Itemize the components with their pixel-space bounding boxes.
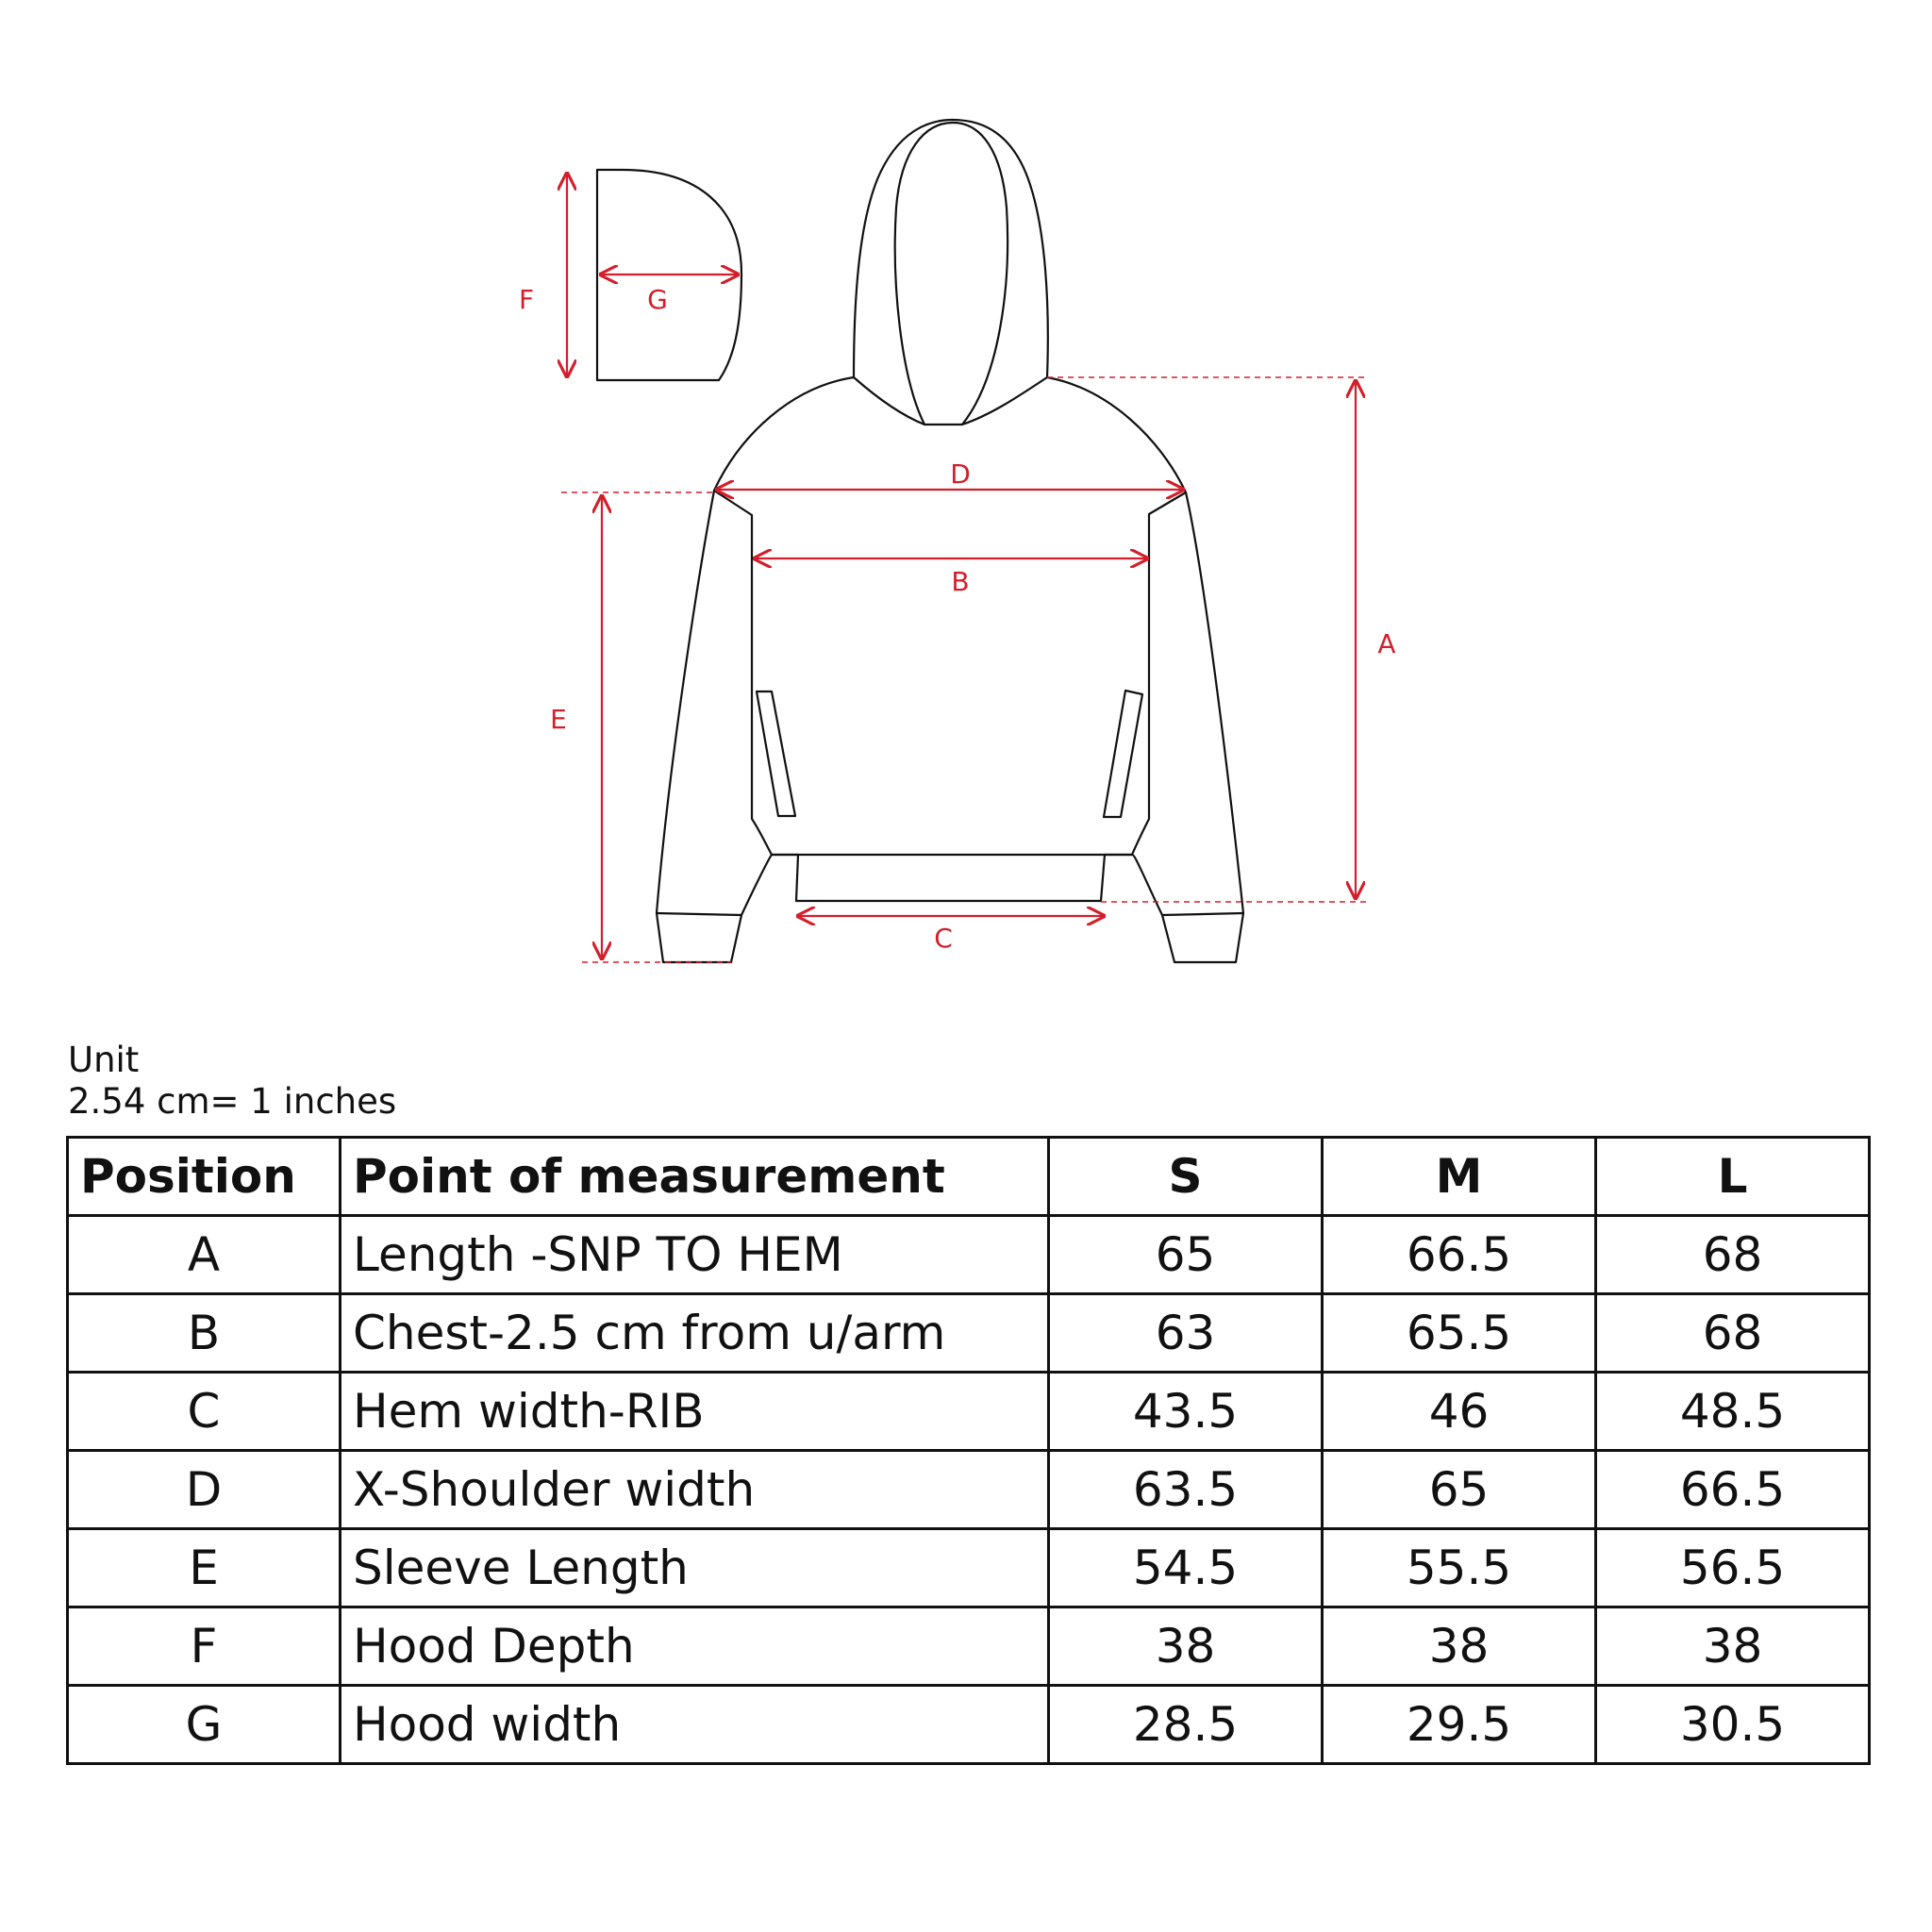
table-row (68, 1216, 1870, 1294)
header-size-s: S (1049, 1138, 1323, 1216)
cell-s: 28.5 (1049, 1686, 1323, 1764)
cell-point: X-Shoulder width (341, 1451, 1049, 1529)
cell-l: 56.5 (1596, 1529, 1870, 1607)
label-f: F (518, 284, 535, 315)
cell-m: 46 (1323, 1373, 1596, 1451)
cell-m: 65 (1323, 1451, 1596, 1529)
label-a: A (1377, 628, 1396, 659)
label-c: C (934, 923, 953, 954)
table-row (68, 1686, 1870, 1764)
cell-m: 65.5 (1323, 1294, 1596, 1373)
cell-position: B (68, 1294, 341, 1373)
left-pocket-outline (757, 691, 795, 816)
unit-conversion: 2.54 cm= 1 inches (68, 1081, 397, 1122)
hoodie-body-outline (714, 377, 1186, 901)
label-b: B (951, 566, 970, 597)
cell-s: 63 (1049, 1294, 1323, 1373)
cell-position: A (68, 1216, 341, 1294)
label-d: D (950, 458, 971, 490)
header-point: Point of measurement (341, 1138, 1049, 1216)
cell-l: 48.5 (1596, 1373, 1870, 1451)
cell-point: Hood width (341, 1686, 1049, 1764)
cell-position: C (68, 1373, 341, 1451)
cell-m: 66.5 (1323, 1216, 1596, 1294)
label-g: G (647, 284, 668, 315)
cell-l: 68 (1596, 1294, 1870, 1373)
table-row (68, 1529, 1870, 1607)
cell-point: Chest-2.5 cm from u/arm (341, 1294, 1049, 1373)
cell-position: D (68, 1451, 341, 1529)
cell-position: E (68, 1529, 341, 1607)
right-pocket-outline (1104, 691, 1142, 817)
cell-position: F (68, 1607, 341, 1686)
cell-point: Length -SNP TO HEM (341, 1216, 1049, 1294)
table-row (68, 1607, 1870, 1686)
cell-s: 38 (1049, 1607, 1323, 1686)
left-cuff-outline (657, 913, 741, 915)
cell-s: 65 (1049, 1216, 1323, 1294)
cell-m: 29.5 (1323, 1686, 1596, 1764)
cell-position: G (68, 1686, 341, 1764)
table-row (68, 1294, 1870, 1373)
header-size-m: M (1323, 1138, 1596, 1216)
cell-point: Hem width-RIB (341, 1373, 1049, 1451)
cell-l: 38 (1596, 1607, 1870, 1686)
cell-m: 38 (1323, 1607, 1596, 1686)
cell-l: 66.5 (1596, 1451, 1870, 1529)
left-sleeve-outline (657, 491, 772, 962)
header-size-l: L (1596, 1138, 1870, 1216)
table-row (68, 1373, 1870, 1451)
size-chart-table (66, 1136, 1871, 1765)
unit-title: Unit (68, 1040, 140, 1080)
right-cuff-outline (1162, 913, 1243, 915)
cell-m: 55.5 (1323, 1529, 1596, 1607)
cell-point: Sleeve Length (341, 1529, 1049, 1607)
hood-front-outline (854, 120, 1048, 425)
cell-l: 30.5 (1596, 1686, 1870, 1764)
hood-opening-outline (895, 123, 1008, 425)
label-e: E (550, 704, 567, 735)
cell-s: 43.5 (1049, 1373, 1323, 1451)
cell-l: 68 (1596, 1216, 1870, 1294)
cell-s: 54.5 (1049, 1529, 1323, 1607)
header-position: Position (68, 1138, 341, 1216)
table-header-row (68, 1138, 1870, 1216)
cell-point: Hood Depth (341, 1607, 1049, 1686)
cell-s: 63.5 (1049, 1451, 1323, 1529)
table-row (68, 1451, 1870, 1529)
